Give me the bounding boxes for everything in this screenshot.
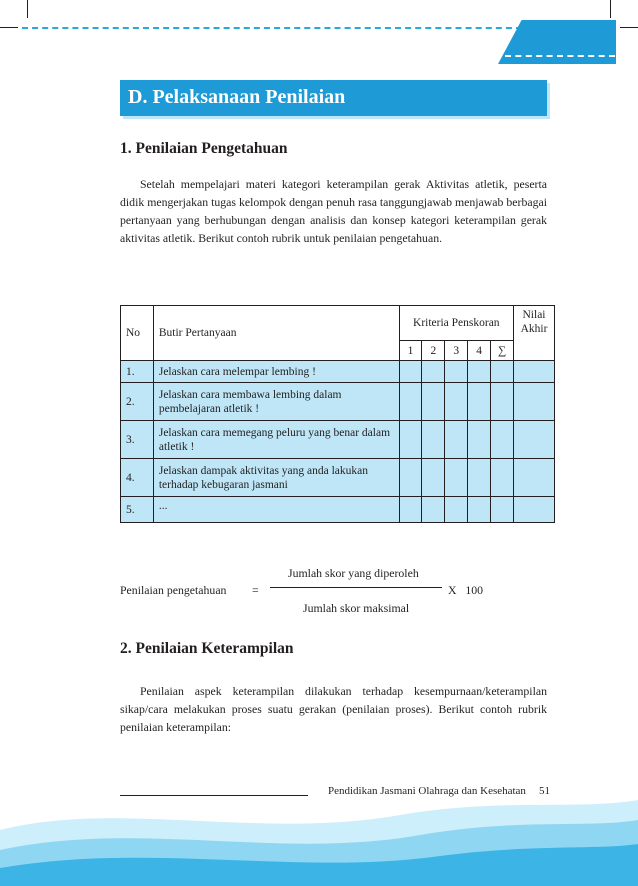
col-no: No [121, 306, 154, 361]
formula-label: Penilaian pengetahuan [120, 583, 227, 597]
page-number: 51 [539, 785, 550, 797]
part1-heading: 1. Penilaian Pengetahuan [120, 140, 288, 157]
col-butir: Butir Pertanyaan [153, 306, 399, 361]
table-row [121, 459, 555, 497]
row-question: ... [153, 497, 399, 523]
formula-denominator: Jumlah skor maksimal [303, 601, 410, 615]
crop-mark [27, 0, 28, 18]
row-question: Jelaskan cara membawa lembing dalam pembelajaran atletik ! [153, 383, 399, 421]
row-no: 4. [121, 459, 154, 497]
table-row [121, 497, 555, 523]
crop-mark [620, 27, 638, 28]
section-title: D. Pelaksanaan Penilaian [128, 86, 346, 108]
part2-heading: 2. Penilaian Keterampilan [120, 640, 294, 657]
row-question: Jelaskan cara melempar lembing ! [153, 361, 399, 383]
formula-numerator: Jumlah skor yang diperoleh [288, 566, 419, 580]
score-header: 2 [422, 341, 445, 361]
footer-book-title: Pendidikan Jasmani Olahraga dan Kesehatan [328, 785, 526, 797]
header-dashed-line-white [505, 55, 615, 57]
part2-paragraph-text: Penilaian aspek keterampilan dilakukan terhadap kesempurnaan/keterampilan sikap/cara melakukan proses suatu gerakan (penilaian proses). Berikut contoh rubrik penilaian keterampilan: [120, 684, 547, 734]
score-header: 3 [445, 341, 468, 361]
table-row [121, 361, 555, 383]
rubric-table [120, 305, 555, 523]
row-no: 3. [121, 421, 154, 459]
footer-rule [120, 795, 308, 796]
col-kriteria: Kriteria Penskoran [399, 306, 513, 341]
crop-mark [610, 0, 611, 18]
section-title-banner [120, 80, 547, 116]
row-no: 5. [121, 497, 154, 523]
header-dashed-line [22, 27, 522, 29]
col-nilai: Nilai Akhir [514, 306, 555, 361]
formula-equals: = [252, 583, 259, 597]
part2-paragraph [120, 682, 547, 736]
crop-mark [0, 27, 18, 28]
table-row [121, 383, 555, 421]
row-no: 1. [121, 361, 154, 383]
table-row [121, 421, 555, 459]
score-header: 4 [468, 341, 491, 361]
score-header: ∑ [491, 341, 514, 361]
row-no: 2. [121, 383, 154, 421]
part1-paragraph [120, 175, 547, 247]
table-header-row [121, 306, 555, 341]
part1-paragraph-text: Setelah mempelajari materi kategori keterampilan gerak Aktivitas atletik, peserta didik mengerjakan tugas kelompok dengan penuh rasa tanggungjawab menjawab berbagai pertanyaan yang berhubungan dengan analisis dan konsep kategori keterampilan gerak aktivitas atletik. Berikut contoh rubrik untuk penilaian pengetahuan. [120, 177, 547, 245]
score-header: 1 [399, 341, 422, 361]
formula-multiplier: X 100 [448, 583, 484, 597]
row-question: Jelaskan dampak aktivitas yang anda lakukan terhadap kebugaran jasmani [153, 459, 399, 497]
row-question: Jelaskan cara memegang peluru yang benar dalam atletik ! [153, 421, 399, 459]
fraction-line [270, 587, 442, 588]
